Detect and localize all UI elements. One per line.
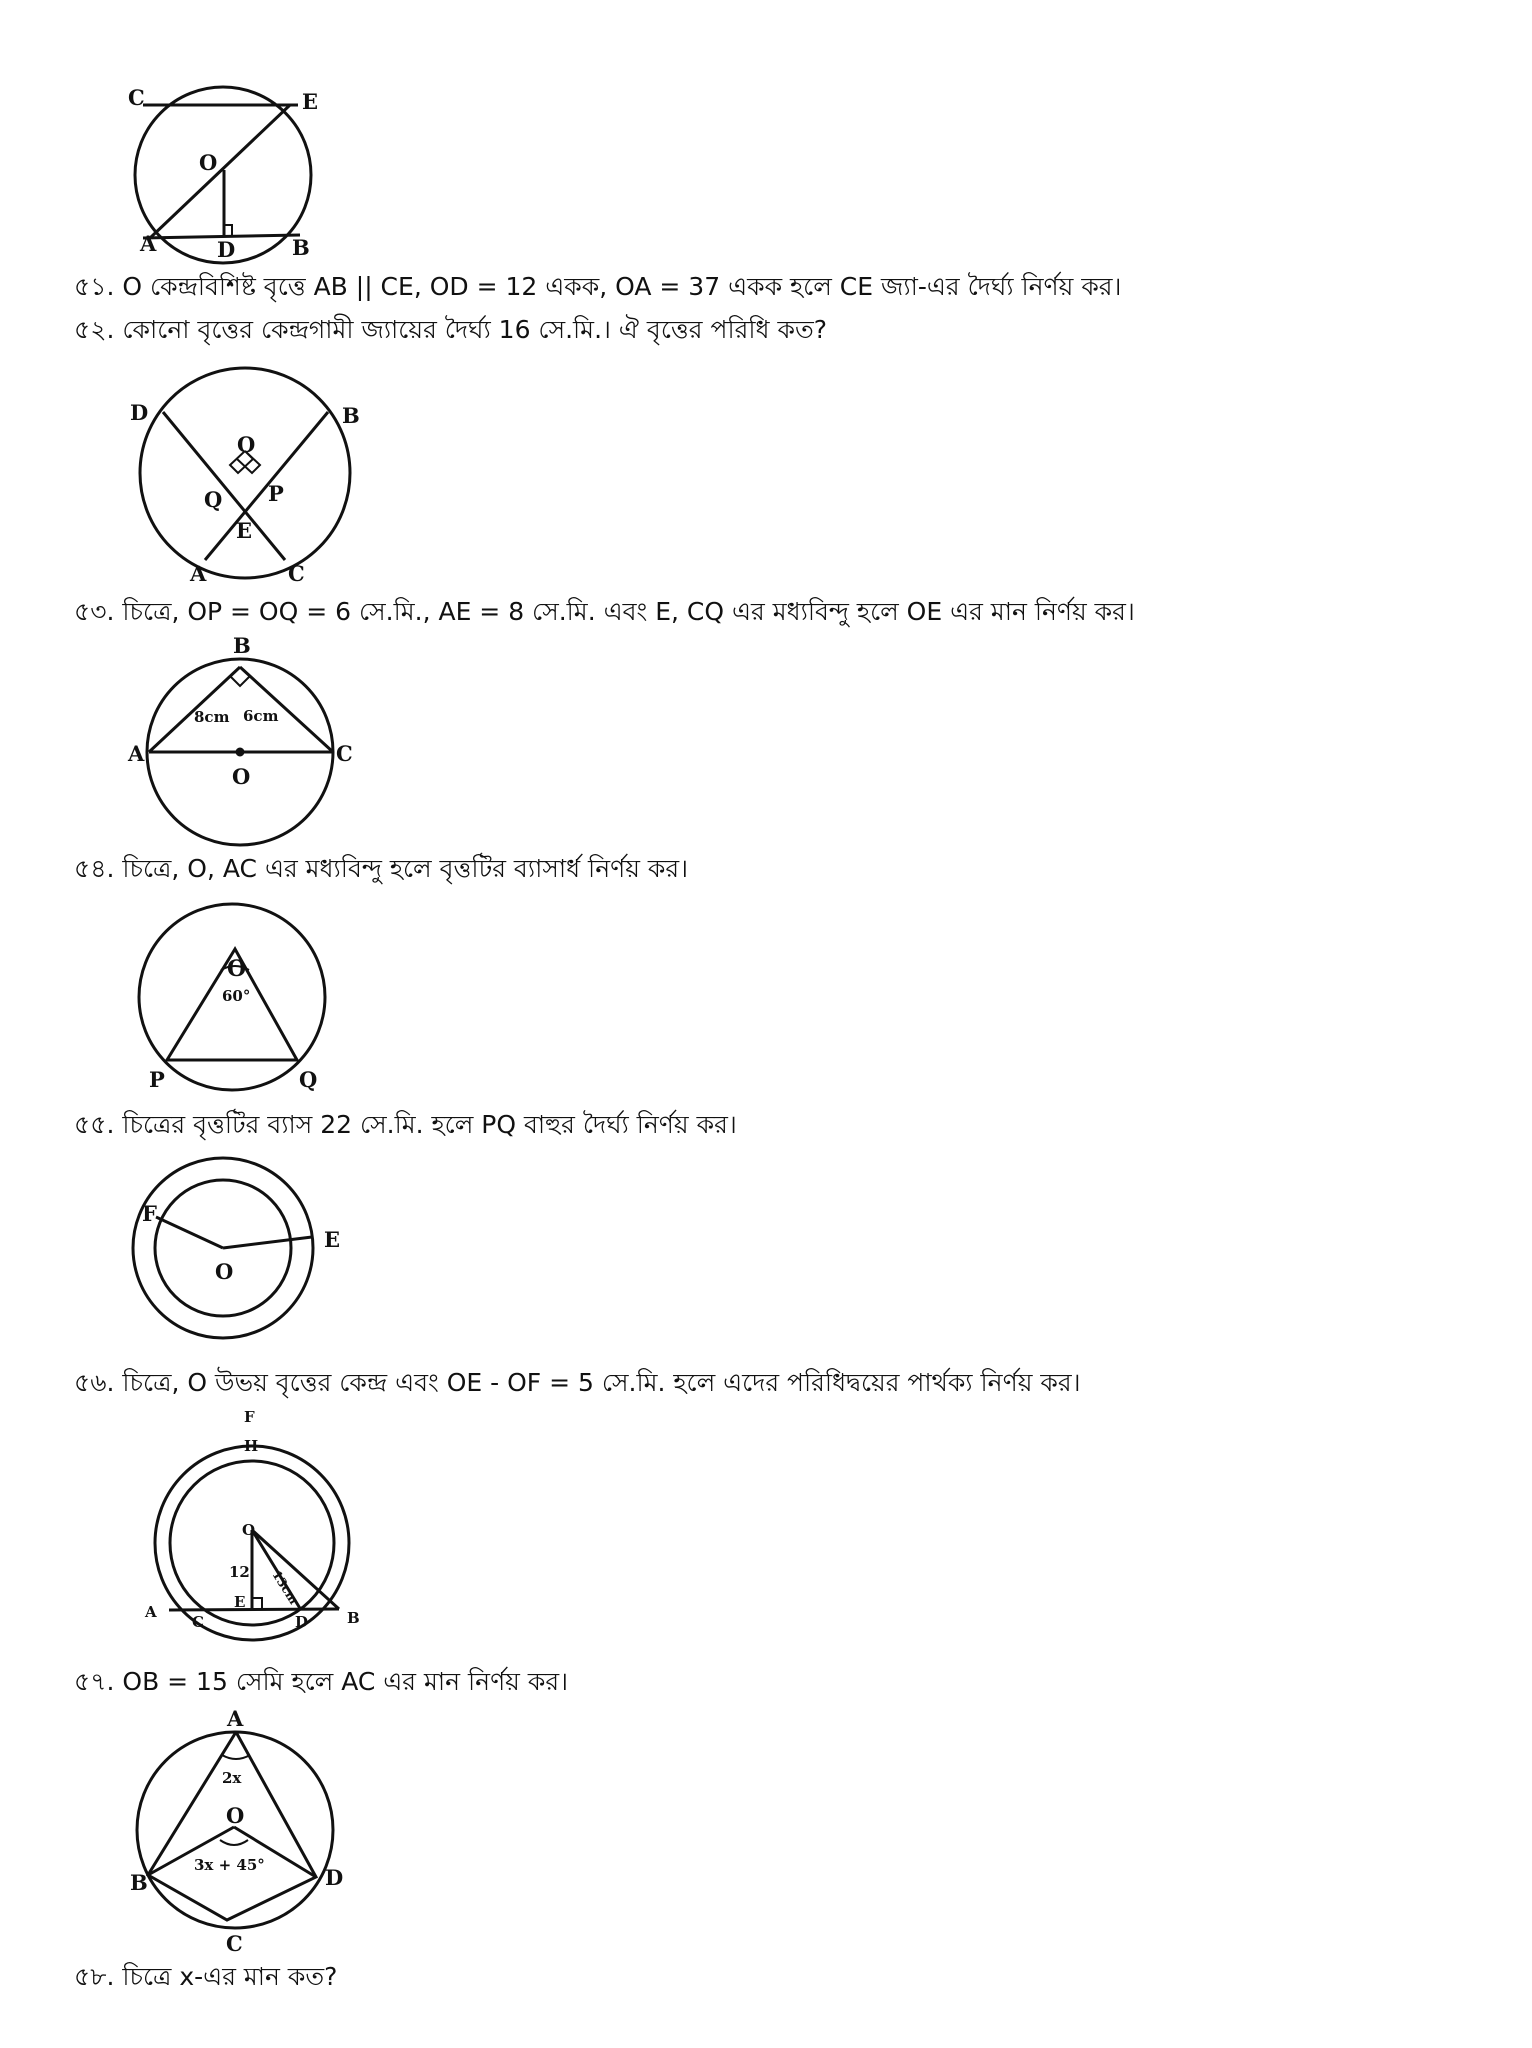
segment-label-ab: 8cm [194,708,230,726]
point-label-c: C [128,85,145,110]
figure-56 [130,1155,360,1350]
figure-57 [140,1405,380,1645]
point-label-d: D [295,1613,309,1631]
point-label-e: E [302,89,319,114]
figure-51 [120,85,340,265]
figure-58 [130,1707,370,1957]
question-text: O কেন্দ্রবিশিষ্ট বৃত্তে AB || CE, OD = 12 একক, OA = 37 একক হলে CE জ্যা-এর দৈর্ঘ্য নির্ণয় কর। [122,272,1122,301]
point-label-c: C [288,561,305,586]
question-52 [74,313,827,347]
question-text: চিত্রের বৃত্তটির ব্যাস 22 সে.মি. হলে PQ বাহুর দৈর্ঘ্য নির্ণয় কর। [122,1110,737,1139]
point-label-p: P [149,1067,165,1092]
question-text: চিত্রে, O, AC এর মধ্যবিন্দু হলে বৃত্তটির ব্যাসার্ধ নির্ণয় কর। [122,854,689,883]
point-label-o: O [215,1259,234,1284]
question-number: ৫৭. [74,1667,115,1696]
point-label-c: C [336,741,353,766]
question-58 [74,1960,337,1994]
point-label-o: O [227,956,247,982]
question-text: OB = 15 সেমি হলে AC এর মান নির্ণয় কর। [122,1667,569,1696]
point-label-d: D [130,400,149,425]
point-label-e: E [324,1227,341,1252]
point-label-a: A [128,741,145,766]
figure-54 [125,630,365,845]
point-label-o: O [199,150,218,175]
question-number: ৫১. [74,272,115,301]
point-label-b: B [292,235,310,260]
point-label-q: Q [299,1067,318,1092]
point-label-b: B [233,633,251,658]
point-label-e: E [236,518,253,543]
point-label-o: O [232,764,251,789]
question-54 [74,852,688,886]
point-label-a: A [227,1706,244,1731]
question-57 [74,1665,568,1699]
point-label-a: A [145,1603,157,1621]
angle-label-o: 3x + 45° [194,1856,265,1874]
point-label-c: C [226,1931,243,1956]
point-label-f: F [244,1408,255,1426]
question-number: ৫৪. [74,854,115,883]
point-label-a: A [140,231,157,256]
point-label-h: H [244,1437,259,1455]
point-label-o: O [226,1803,245,1828]
question-text: চিত্রে, O উভয় বৃত্তের কেন্দ্র এবং OE - OF = 5 সে.মি. হলে এদের পরিধিদ্বয়ের পার্থক্য নির্ণয় কর। [122,1368,1081,1397]
question-number: ৫২. [74,315,115,344]
segment-label-bc: 6cm [243,707,279,725]
point-label-f: F [142,1201,157,1226]
figure-53 [130,395,370,590]
segment-label-od: 13cm [269,1568,301,1607]
question-text: চিত্রে x-এর মান কত? [122,1962,338,1991]
question-text: কোনো বৃত্তের কেন্দ্রগামী জ্যায়ের দৈর্ঘ্য 16 সে.মি.। ঐ বৃত্তের পরিধি কত? [122,315,827,344]
angle-label-a: 2x [222,1769,242,1787]
angle-label: 60° [222,987,251,1005]
figure-55 [125,902,365,1102]
point-label-q: Q [204,487,223,512]
question-number: ৫৫. [74,1110,115,1139]
question-51 [74,270,1122,304]
point-label-e: E [234,1593,246,1611]
point-label-d: D [217,237,236,262]
question-53 [74,595,1135,629]
point-label-o: O [242,1521,256,1539]
question-number: ৫৬. [74,1368,115,1397]
question-56 [74,1366,1081,1400]
point-label-o: O [237,432,256,457]
point-label-p: P [268,481,284,506]
point-label-b: B [347,1609,360,1627]
question-number: ৫৩. [74,597,115,626]
question-number: ৫৮. [74,1962,115,1991]
question-text: চিত্রে, OP = OQ = 6 সে.মি., AE = 8 সে.মি. এবং E, CQ এর মধ্যবিন্দু হলে OE এর মান নির্ণয় কর। [122,597,1135,626]
point-label-c: C [192,1613,204,1631]
point-label-a: A [190,561,207,586]
question-55 [74,1108,737,1142]
point-label-b: B [342,403,360,428]
point-label-b: B [130,1870,148,1895]
point-label-d: D [325,1865,344,1890]
segment-label-oe: 12 [229,1563,250,1581]
